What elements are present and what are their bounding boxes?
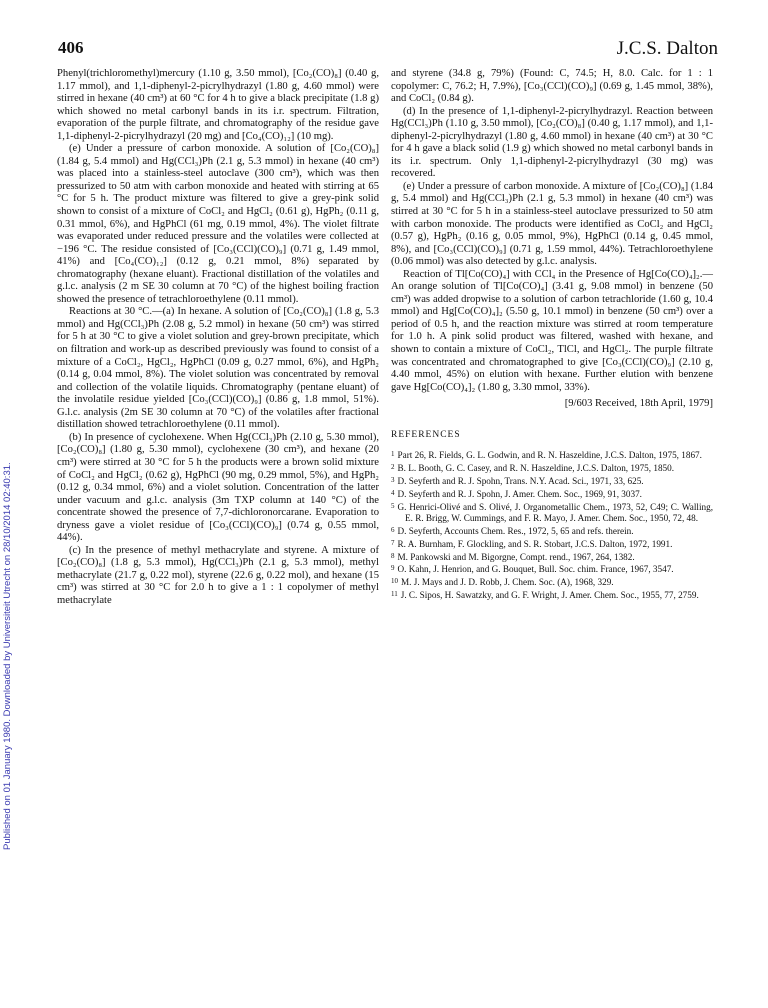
reference-text: D. Seyferth and R. J. Spohn, Trans. N.Y. Acad. Sci., 1971, 33, 625. <box>397 476 644 487</box>
reference-item <box>391 576 713 588</box>
reference-item <box>391 563 713 575</box>
paragraph: (b) In presence of cyclohexene. When Hg(CCl₃)Ph (2.10 g, 5.30 mmol), [Co₂(CO)₈] (1.80 g, 5.30 mmol), cyclohexene (30 cm³), and hexane (20 cm³) were stirred at 30 °C for 5 h the products were a brown solid mixture of CoCl₂ and HgCl₂ (0.62 g), HgPhCl (90 mg, 0.29 mmol, 5%), and HgPh₂ (0.12 g, 0.34 mmol, 6%) and a violet solution. Concentration of the latter under vacuum and g.l.c. analysis (3m TXP column at 140 °C) of the concentrate showed the presence of 7,7-dichloronorcarane. Evaporation to dryness gave a violet residue of [Co₃(CCl)(CO)₉] (0.74 g, 0.55 mmol, 44%). <box>57 431 379 544</box>
reference-number: 11 <box>391 590 398 599</box>
download-watermark <box>2 210 18 850</box>
paragraph: Phenyl(trichloromethyl)mercury (1.10 g, 3.50 mmol), [Co₂(CO)₈] (0.40 g, 1.17 mmol), and 1,1-diphenyl-2-picrylhydrazyl (1.80 g, 4.60 mmol) were stirred in hexane (40 cm³) at 60 °C for 4 h to give a black precipitate (1.8 g) which showed no metal carbonyl bands in its i.r. spectrum. Filtration, evaporation of the purple filtrate, and chromatography of the residue gave 1,1-diphenyl-2-picrylhydrazyl (20 mg) and [Co₄(CO)₁₂] (10 mg). <box>57 68 379 142</box>
reference-text: M. J. Mays and J. D. Robb, J. Chem. Soc. (A), 1968, 329. <box>401 577 614 588</box>
reference-number: 8 <box>391 551 395 560</box>
reference-number: 1 <box>391 450 395 459</box>
reference-item <box>391 501 713 524</box>
reference-text: B. L. Booth, G. C. Casey, and R. N. Haszeldine, J.C.S. Dalton, 1975, 1850. <box>397 463 675 474</box>
paragraph: and styrene (34.8 g, 79%) (Found: C, 74.5; H, 8.0. Calc. for 1 : 1 copolymer: C, 76.2; H, 7.9%), [Co₃(CCl)(CO)₉] (0.69 g, 1.45 mmol, 38%), and CoCl₂ (0.84 g). <box>391 68 713 105</box>
right-column <box>391 68 713 602</box>
reference-item <box>391 551 713 563</box>
reference-text: R. A. Burnham, F. Glockling, and S. R. Stobart, J.C.S. Dalton, 1972, 1991. <box>397 538 673 549</box>
left-column <box>57 68 379 608</box>
paragraph: (e) Under a pressure of carbon monoxide. A mixture of [Co₂(CO)₈] (1.84 g, 5.4 mmol) and Hg(CCl₃)Ph (2.1 g, 5.3 mmol) in hexane (40 cm³) was stirred at 30 °C for 5 h in a stainless-steel autoclave pressurized to 50 atm with carbon monoxide. The products were identified as CoCl₂ and HgCl₂ (0.57 g), HgPh₂ (0.16 g, 0.05 mmol, 9%), HgPhCl (0.14 g, 0.45 mmol, 8%), and [Co₃(CCl)(CO)₉] (0.71 g, 1.59 mmol, 44%). Tetrachloroethylene (0.06 mmol) was also detected by g.l.c. analysis. <box>391 180 713 268</box>
references-list <box>391 449 713 601</box>
reference-item <box>391 462 713 474</box>
paragraph: (e) Under a pressure of carbon monoxide. A solution of [Co₂(CO)₈] (1.84 g, 5.4 mmol) and Hg(CCl₃)Ph (2.1 g, 5.3 mmol) in hexane (40 cm³) was placed into a stainless-steel autoclave (300 cm³), which was then pressurized to 50 atm with carbon monoxide and heated with stirring at 65 °C for 5 h. The product mixture was filtered to give a grey-pink solid shown to consist of a mixture of CoCl₂ and HgCl₂ (0.61 g), HgPh₂ (0.11 g, 0.31 mmol, 6%), and HgPhCl (61 mg, 0.19 mmol, 4%). The violet filtrate was evaporated under reduced pressure and the volatiles were collected at −196 °C. The residue consisted of [Co₃(CCl)(CO)₉] (0.71 g, 1.49 mmol, 41%) and [Co₄(CO)₁₂] (0.12 g, 0.21 mmol, 8%) separated by chromatography (hexane eluant). Fractional distillation of the volatiles and g.l.c. analysis (2 m SE 30 column at 70 °C) of the highest boiling fraction showed the presence of tetrachloroethylene (0.11 mmol). <box>57 143 379 305</box>
reference-text: G. Henrici-Olivé and S. Olivé, J. Organometallic Chem., 1973, 52, C49; C. Walling, E. R. Brigg, W. Cummings, and F. R. Mayo, J. Amer. Chem. Soc., 1950, 72, 48. <box>397 501 713 523</box>
reference-number: 3 <box>391 476 395 485</box>
reference-item <box>391 449 713 461</box>
reference-item <box>391 475 713 487</box>
reference-item <box>391 488 713 500</box>
paragraph: Reactions at 30 °C.—(a) In hexane. A solution of [Co₂(CO)₈] (1.8 g, 5.3 mmol) and Hg(CCl₃)Ph (2.08 g, 5.2 mmol) in hexane (50 cm³) was stirred for 5 h at 30 °C to give a violet solution and grey-brown precipitate, which on filtration and work-up as described previously was found to consist of a mixture of a CoCl₂, HgCl₂, HgPhCl (0.09 g, 0.27 mmol, 6%), and HgPh₂ (0.14 g, 0.04 mmol, 8%). The violet solution was concentrated by removal and collection of the volatile liquids. Chromatography (pentane eluant) of the involatile residue yielded [Co₃(CCl)(CO)₉] (0.86 g, 1.8 mmol, 51%). G.l.c. analysis (2m SE 30 column at 70 °C) of the volatiles after fractional distillation showed tetrachloroethylene (0.11 mmol). <box>57 306 379 431</box>
reference-number: 2 <box>391 463 395 472</box>
watermark-text: Published on 01 January 1980. Downloaded by Universiteit Utrecht on 28/10/2014 02:40:31. <box>2 462 13 850</box>
received-date: [9/603 Received, 18th April, 1979] <box>564 398 713 410</box>
reference-text: M. Pankowski and M. Bigorgne, Compt. rend., 1967, 264, 1382. <box>397 551 635 562</box>
reference-text: O. Kahn, J. Henrion, and G. Bouquet, Bull. Soc. chim. France, 1967, 3547. <box>397 564 674 575</box>
reference-number: 6 <box>391 525 395 534</box>
page-header <box>58 38 718 62</box>
reference-text: D. Seyferth, Accounts Chem. Res., 1972, 5, 65 and refs. therein. <box>397 525 634 536</box>
paragraph: (c) In the presence of methyl methacrylate and styrene. A mixture of [Co₂(CO)₈] (1.8 g, 5.3 mmol), Hg(CCl₃)Ph (2.1 g, 5.3 mmol), methyl methacrylate (21.7 g, 0.22 mol), styrene (22.6 g, 0.22 mol), and hexane (15 cm³) was stirred at 30 °C for 2.0 h to give a 1 : 1 copolymer of methyl methacrylate <box>57 544 379 606</box>
reference-number: 5 <box>391 501 395 510</box>
paragraph: (d) In the presence of 1,1-diphenyl-2-picrylhydrazyl. Reaction between Hg(CCl₃)Ph (1.10 g, 3.50 mmol), [Co₂(CO)₈] (0.40 g, 1.17 mmol), and 1,1-diphenyl-2-picrylhydrazyl (1.80 g, 4.60 mmol) in hexane (40 cm³) at 30 °C for 4 h gave a black solid (1.9 g) which showed no metal carbonyl bands in its i.r. spectrum. Only 1,1-diphenyl-2-picrylhydrazyl (30 mg) was recovered. <box>391 105 713 180</box>
reference-text: D. Seyferth and R. J. Spohn, J. Amer. Chem. Soc., 1969, 91, 3037. <box>397 489 642 500</box>
reference-number: 7 <box>391 538 395 547</box>
reference-number: 9 <box>391 564 395 573</box>
page-number: 406 <box>58 38 84 57</box>
paragraph: Reaction of Tl[Co(CO)₄] with CCl₄ in the Presence of Hg[Co(CO)₄]₂.—An orange solution of Tl[Co(CO)₄] (3.41 g, 9.08 mmol) in benzene (50 cm³) was added dropwise to a solution of carbon tetrachloride (1.60 g, 10.4 mmol) and Hg[Co(CO)₄]₂ (5.50 g, 10.1 mmol) in benzene (50 cm³) over a period of 0.5 h, and the reaction mixture was stirred at room temperature for 1.0 h. A pink solid product was filtered, washed with hexane, and shown to contain a mixture of CoCl₂, TlCl, and HgCl₂. The purple filtrate was concentrated and chromatographed to give [Co₃(CCl)(CO)₉] (2.10 g, 4.40 mmol, 45%) on elution with hexane. Further elution with benzene gave Hg[Co(CO)₄]₂ (1.80 g, 3.30 mmol, 33%). <box>391 268 713 393</box>
reference-text: J. C. Sipos, H. Sawatzky, and G. F. Wright, J. Amer. Chem. Soc., 1955, 77, 2759. <box>400 590 699 601</box>
journal-name: J.C.S. Dalton <box>616 38 718 59</box>
reference-item <box>391 589 713 601</box>
reference-item <box>391 538 713 550</box>
reference-text: Part 26, R. Fields, G. L. Godwin, and R. N. Haszeldine, J.C.S. Dalton, 1975, 1867. <box>397 450 702 461</box>
reference-number: 4 <box>391 489 395 498</box>
references-heading: REFERENCES <box>391 429 461 440</box>
reference-item <box>391 525 713 537</box>
reference-number: 10 <box>391 577 398 586</box>
